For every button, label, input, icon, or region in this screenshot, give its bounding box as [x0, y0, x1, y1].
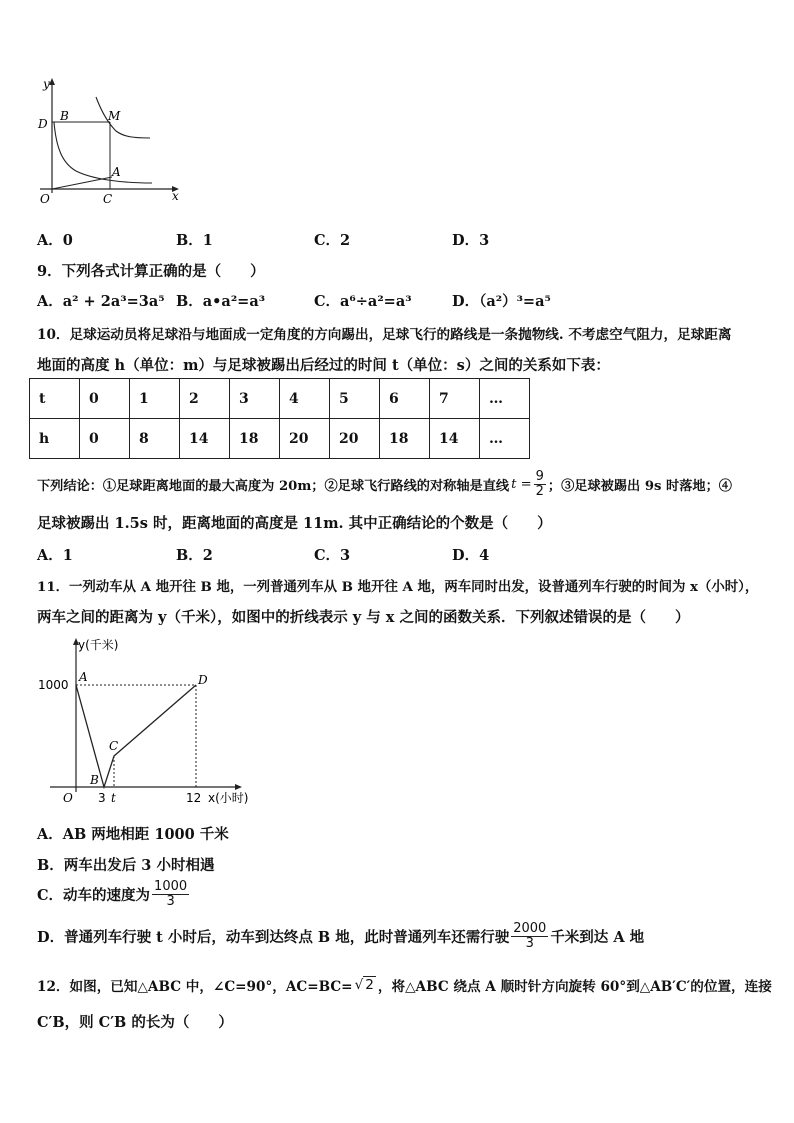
- q11-option-c: [37, 880, 189, 908]
- label-y: y: [43, 77, 50, 91]
- sqrt-radicand: 2: [365, 977, 374, 993]
- q12-stem-post: ，将△ABC 绕点 A 顺时针方向旋转 60°到△AB′C′的位置，连接: [377, 979, 772, 995]
- q10-option-a: A．1: [37, 547, 73, 564]
- q11-option-d-fraction: [511, 922, 548, 950]
- table-cell: 20: [280, 419, 330, 459]
- q9-option-a: A．a² + 2a³=3a⁵: [37, 293, 165, 310]
- q9-option-c: C．a⁶÷a²=a³: [314, 293, 412, 310]
- table-cell: 0: [80, 419, 130, 459]
- q11-option-d-post: 千米到达 A 地: [550, 928, 645, 946]
- q8-figure: [30, 75, 190, 210]
- q11-option-c-text: C．动车的速度为: [37, 886, 151, 904]
- q8-option-a: A．0: [37, 232, 73, 249]
- q10-stem-line2: 地面的高度 h（单位：m）与足球被踢出后经过的时间 t（单位：s）之间的关系如下表：: [37, 357, 610, 374]
- label-x: x: [172, 189, 179, 203]
- label-C: C: [103, 192, 113, 206]
- q10-t-eq: t =: [511, 476, 532, 492]
- frac-num: 1000: [154, 879, 188, 894]
- q11-stem-line1: 11．一列动车从 A 地开往 B 地，一列普通列车从 B 地开往 A 地，两车同时出发，设普通列车行驶的时间为 x（小时），: [37, 579, 759, 595]
- x-arrow-icon: [235, 784, 242, 790]
- label-B: B: [60, 109, 69, 123]
- q10-frac-num: 9: [535, 469, 544, 484]
- table-cell: 18: [380, 419, 430, 459]
- graph-ylabel: y(千米): [78, 638, 119, 652]
- frac-den: 3: [166, 893, 175, 909]
- graph-xtick-3: 3: [98, 791, 106, 805]
- q8-option-b: B．1: [176, 232, 213, 249]
- label-O: O: [40, 192, 50, 206]
- q10-frac-den: 2: [535, 483, 544, 499]
- q10-fraction: [534, 470, 546, 498]
- table-cell: …: [480, 419, 530, 459]
- q9-option-b: B．a•a²=a³: [176, 293, 266, 310]
- table-row: [30, 419, 530, 459]
- graph-label-B: B: [90, 773, 99, 787]
- table-cell: 7: [430, 379, 480, 419]
- table-cell: 20: [330, 419, 380, 459]
- table-cell: t: [30, 379, 80, 419]
- table-cell: 2: [180, 379, 230, 419]
- y-arrow-icon: [49, 78, 55, 85]
- table-row: [30, 379, 530, 419]
- table-cell: 14: [430, 419, 480, 459]
- curve-upper: [96, 97, 150, 138]
- q11-stem-line2: 两车之间的距离为 y（千米），如图中的折线表示 y 与 x 之间的函数关系．下列叙述错误的是（ ）: [37, 609, 690, 626]
- label-M: M: [108, 109, 121, 123]
- frac-num: 2000: [513, 921, 547, 936]
- table-cell: 4: [280, 379, 330, 419]
- q10-conclusion-post: ；③足球被踢出 9s 时落地；④: [547, 478, 732, 494]
- q11-option-d-text: D．普通列车行驶 t 小时后，动车到达终点 B 地，此时普通列车还需行驶: [37, 928, 510, 946]
- q10-option-d: D．4: [452, 547, 490, 564]
- graph-xlabel: x(小时): [208, 791, 249, 805]
- q10-option-c: C．3: [314, 547, 351, 564]
- q8-option-d: D．3: [452, 232, 490, 249]
- graph-label-D: D: [198, 673, 208, 687]
- table-cell: 1: [130, 379, 180, 419]
- q11-graph: [30, 632, 290, 812]
- graph-label-C: C: [109, 739, 119, 753]
- table-cell: 18: [230, 419, 280, 459]
- table-cell: 3: [230, 379, 280, 419]
- curve-lower: [54, 122, 152, 183]
- table-cell: 8: [130, 419, 180, 459]
- graph-xtick-12: 12: [186, 791, 202, 805]
- graph-polyline: [76, 685, 196, 787]
- q11-option-a: A．AB 两地相距 1000 千米: [37, 826, 229, 843]
- table-cell: 5: [330, 379, 380, 419]
- q9-stem: 9．下列各式计算正确的是（ ）: [37, 263, 265, 280]
- table-cell: …: [480, 379, 530, 419]
- q11-option-c-fraction: [152, 880, 189, 908]
- line-OA: [52, 177, 112, 189]
- q10-conclusion-pre: 下列结论：①足球距离地面的最大高度为 20m；②足球飞行路线的对称轴是直线: [37, 478, 510, 494]
- q12-stem-line2: C′B，则 C′B 的长为（ ）: [37, 1014, 233, 1031]
- graph-xtick-t: t: [111, 791, 116, 805]
- graph-label-O: O: [63, 791, 73, 805]
- graph-ytick-1000: 1000: [38, 678, 69, 692]
- table-cell: h: [30, 419, 80, 459]
- q12-stem-line1: [37, 975, 772, 995]
- q10-stem-line1: 10．足球运动员将足球沿与地面成一定角度的方向踢出，足球飞行的路线是一条抛物线. 不考虑空气阻力，足球距离: [37, 327, 732, 343]
- frac-den: 3: [525, 935, 534, 951]
- q12-stem-pre: 12．如图，已知△ABC 中，∠C=90°，AC=BC=: [37, 979, 353, 995]
- q10-conclusion-line2: 足球被踢出 1.5s 时，距离地面的高度是 11m. 其中正确结论的个数是（ ）: [37, 515, 552, 532]
- q10-conclusion-line1: [37, 470, 732, 498]
- graph-label-A: A: [79, 670, 88, 684]
- q9-option-d: D．（a²）³=a⁵: [452, 293, 551, 310]
- q8-option-c: C．2: [314, 232, 351, 249]
- q10-table: [29, 378, 530, 459]
- table-cell: 6: [380, 379, 430, 419]
- table-cell: 0: [80, 379, 130, 419]
- table-cell: 14: [180, 419, 230, 459]
- label-A: A: [112, 165, 121, 179]
- q10-option-b: B．2: [176, 547, 213, 564]
- label-D: D: [38, 117, 48, 131]
- q12-sqrt: √ 2: [354, 977, 374, 993]
- q11-option-b: B．两车出发后 3 小时相遇: [37, 857, 215, 874]
- q11-option-d: [37, 922, 644, 950]
